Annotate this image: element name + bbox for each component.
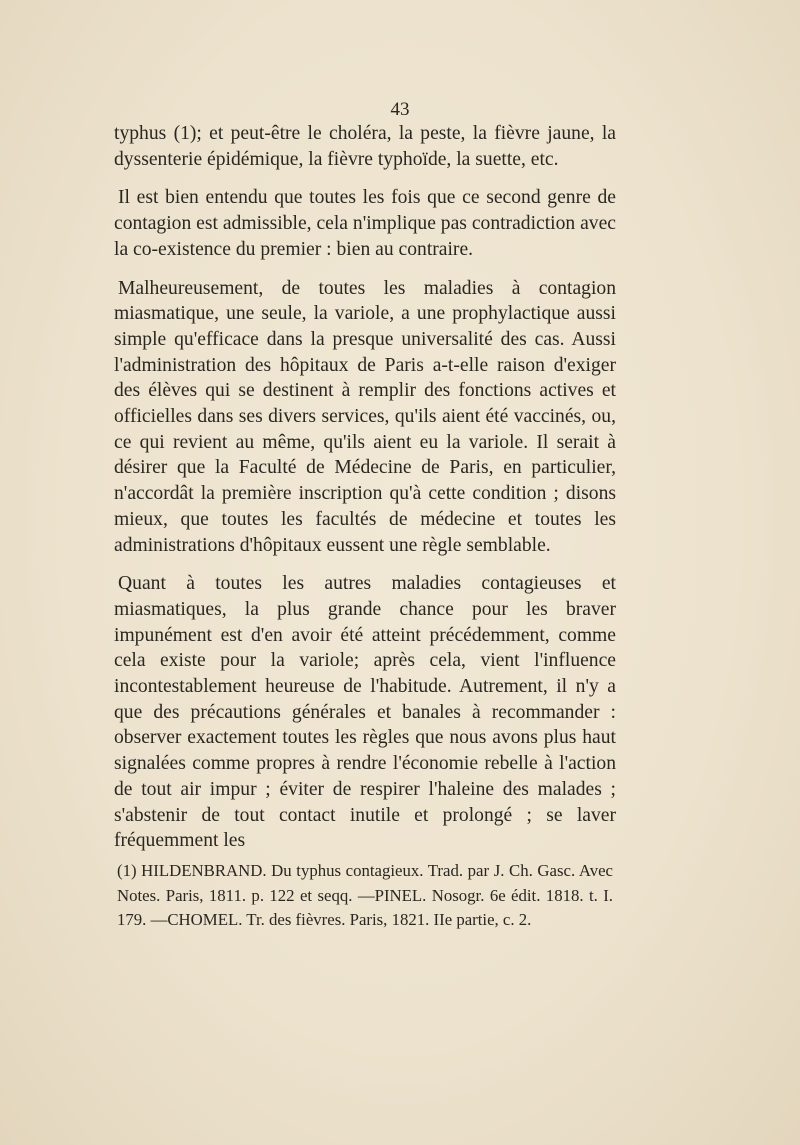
page-number: 43 (390, 99, 410, 120)
footnote: (1) HILDENBRAND. Du typhus contagieux. Trad. par J. Ch. Gasc. Avec Notes. Paris, 1811. p. 122 et seqq. —PINEL. Nosogr. 6e édit. 1818. t. I. 179. —CHOMEL. Tr. des fièvres. Paris, 1821. IIe partie, c. 2. (117, 861, 613, 929)
paragraph-contagion: Il est bien entendu que toutes les fois que ce second genre de contagion est admissible, cela n'implique pas contradiction avec la co-existence du premier : bien au contraire. (114, 187, 616, 260)
body-text (114, 121, 616, 854)
paragraph-variole: Malheureusement, de toutes les maladies à contagion miasmatique, une seule, la variole, a une prophylactique aussi simple qu'efficace dans la presque universalité des cas. Aussi l'administration des hôpitaux de Paris a-t-elle raison d'exiger des élèves qui se destinent à remplir des fonctions actives et officielles dans ses divers services, qu'ils aient été vaccinés, ou, ce qui revient au même, qu'ils aient eu la variole. Il serait à désirer que la Faculté de Médecine de Paris, en particulier, n'accordât la première inscription qu'à cette condition ; disons mieux, que toutes les facultés de médecine et toutes les administrations d'hôpitaux eussent une règle semblable. (114, 277, 616, 556)
paragraph-continuation: typhus (1); et peut-être le choléra, la peste, la fièvre jaune, la dyssenterie épidémique, la fièvre typhoïde, la suette, etc. (114, 123, 616, 170)
paragraph-precautions: Quant à toutes les autres maladies contagieuses et miasmatiques, la plus grande chance pour les braver impunément est d'en avoir été atteint précédemment, comme cela existe pour la variole; après cela, vient l'influence incontestablement heureuse de l'habitude. Autrement, il n'y a que des précautions générales et banales à recommander : observer exactement toutes les règles que nous avons plus haut signalées comme propres à rendre l'économie rebelle à l'action de tout air impur ; éviter de respirer l'haleine des malades ; s'abstenir de tout contact inutile et prolongé ; se laver fréquemment les (114, 573, 616, 852)
